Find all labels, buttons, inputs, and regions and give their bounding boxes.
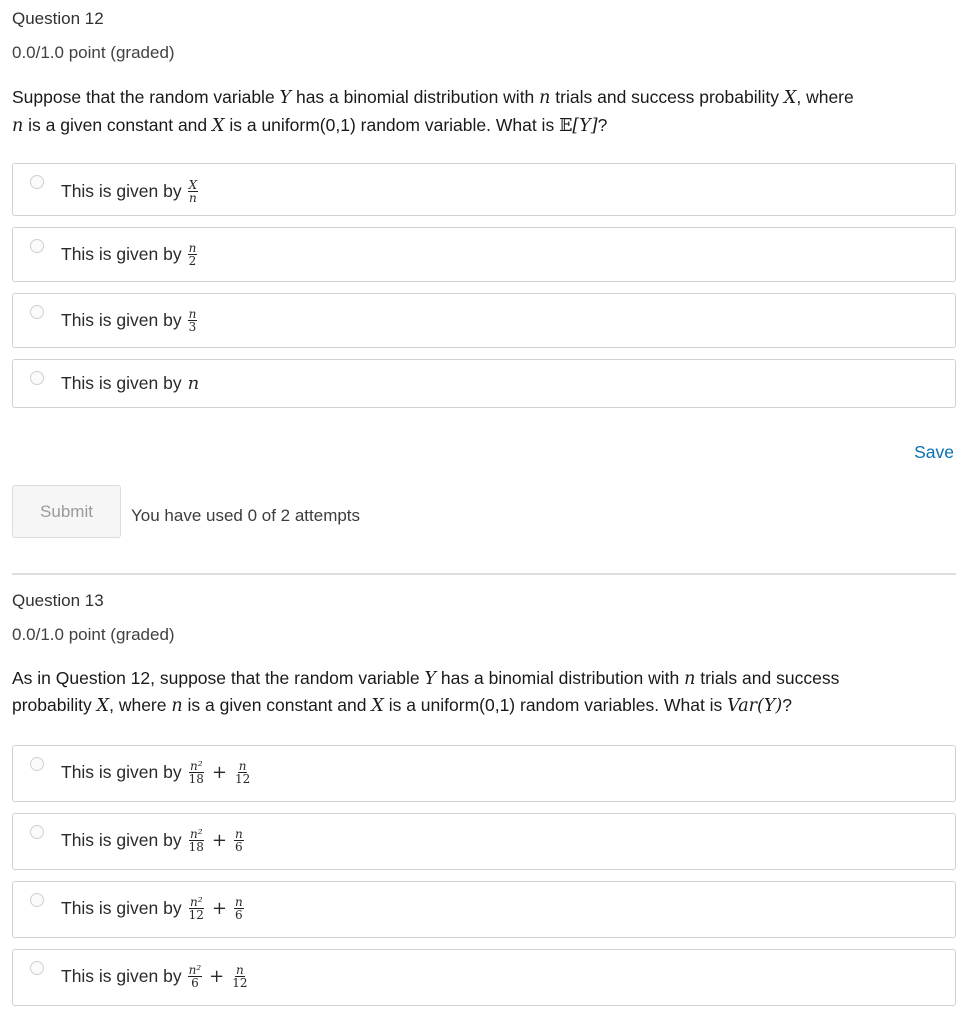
- question-13-points: 0.0/1.0 point (graded): [12, 625, 175, 644]
- q13-option-3[interactable]: This is given by $\frac{\text{n²}}{12}$ + $\frac{n}{6}$: [12, 881, 956, 938]
- q13-option-2[interactable]: This is given by $\frac{\text{n²}}{18}$ + $\frac{n}{6}$: [12, 813, 956, 870]
- radio-button[interactable]: [30, 893, 44, 907]
- radio-button[interactable]: [30, 961, 44, 975]
- radio-button[interactable]: [30, 371, 44, 385]
- q13-option-1[interactable]: This is given by $\frac{\text{n²}}{18}$ + $\frac{n}{12}$: [12, 745, 956, 802]
- fraction: $\frac{\text{n²}}{6}$: [188, 963, 202, 990]
- fraction: $\frac{\text{n²}}{18}$: [188, 827, 204, 854]
- q13-option-4[interactable]: This is given by $\frac{\text{n²}}{6}$ + $\frac{n}{12}$: [12, 949, 956, 1006]
- radio-button[interactable]: [30, 305, 44, 319]
- option-label: This is given by: [61, 373, 182, 393]
- fraction: $\frac{X}{n}$: [188, 178, 198, 205]
- radio-button[interactable]: [30, 757, 44, 771]
- fraction: $\frac{n}{6}$: [234, 827, 243, 854]
- option-label: This is given by: [61, 966, 182, 986]
- fraction: $\frac{n}{6}$: [234, 895, 243, 922]
- save-button[interactable]: Save: [914, 442, 954, 462]
- radio-button[interactable]: [30, 175, 44, 189]
- radio-button[interactable]: [30, 825, 44, 839]
- radio-button[interactable]: [30, 239, 44, 253]
- option-label: This is given by: [61, 898, 182, 918]
- question-13-prompt: As in Question 12, suppose that the random variable Y has a binomial distribution with n trials and success probability X, where n is a given constant and X is a uniform(0,1) random variables. What is Var(Y)?: [12, 668, 840, 716]
- fraction: $\frac{n}{2}$: [188, 241, 197, 268]
- submit-button[interactable]: Submit: [12, 485, 121, 538]
- option-label: This is given by: [61, 181, 182, 201]
- option-label: This is given by: [61, 310, 182, 330]
- math-n: n: [187, 373, 200, 394]
- q12-option-3[interactable]: [12, 293, 956, 348]
- fraction: $\frac{n}{12}$: [234, 759, 251, 786]
- fraction: $\frac{n}{3}$: [188, 307, 197, 334]
- q12-option-4[interactable]: [12, 359, 956, 408]
- q12-option-1[interactable]: [12, 163, 956, 216]
- option-label: This is given by: [61, 830, 182, 850]
- option-label: This is given by: [61, 244, 182, 264]
- fraction: $\frac{\text{n²}}{18}$: [188, 759, 204, 786]
- q12-option-2[interactable]: [12, 227, 956, 282]
- question-12-title: Question 12: [12, 9, 104, 28]
- fraction: $\frac{\text{n²}}{12}$: [188, 895, 204, 922]
- section-divider: [12, 573, 956, 575]
- question-12-points: 0.0/1.0 point (graded): [12, 43, 175, 62]
- option-label: This is given by: [61, 762, 182, 782]
- question-13-title: Question 13: [12, 591, 104, 610]
- fraction: $\frac{n}{12}$: [232, 963, 248, 990]
- question-12-prompt: Suppose that the random variable Y has a binomial distribution with n trials and success probability X, where n is a given constant and X is a uniform(0,1) random variable. What is 𝔼[Y]?: [12, 87, 854, 136]
- attempts-text: You have used 0 of 2 attempts: [131, 506, 361, 525]
